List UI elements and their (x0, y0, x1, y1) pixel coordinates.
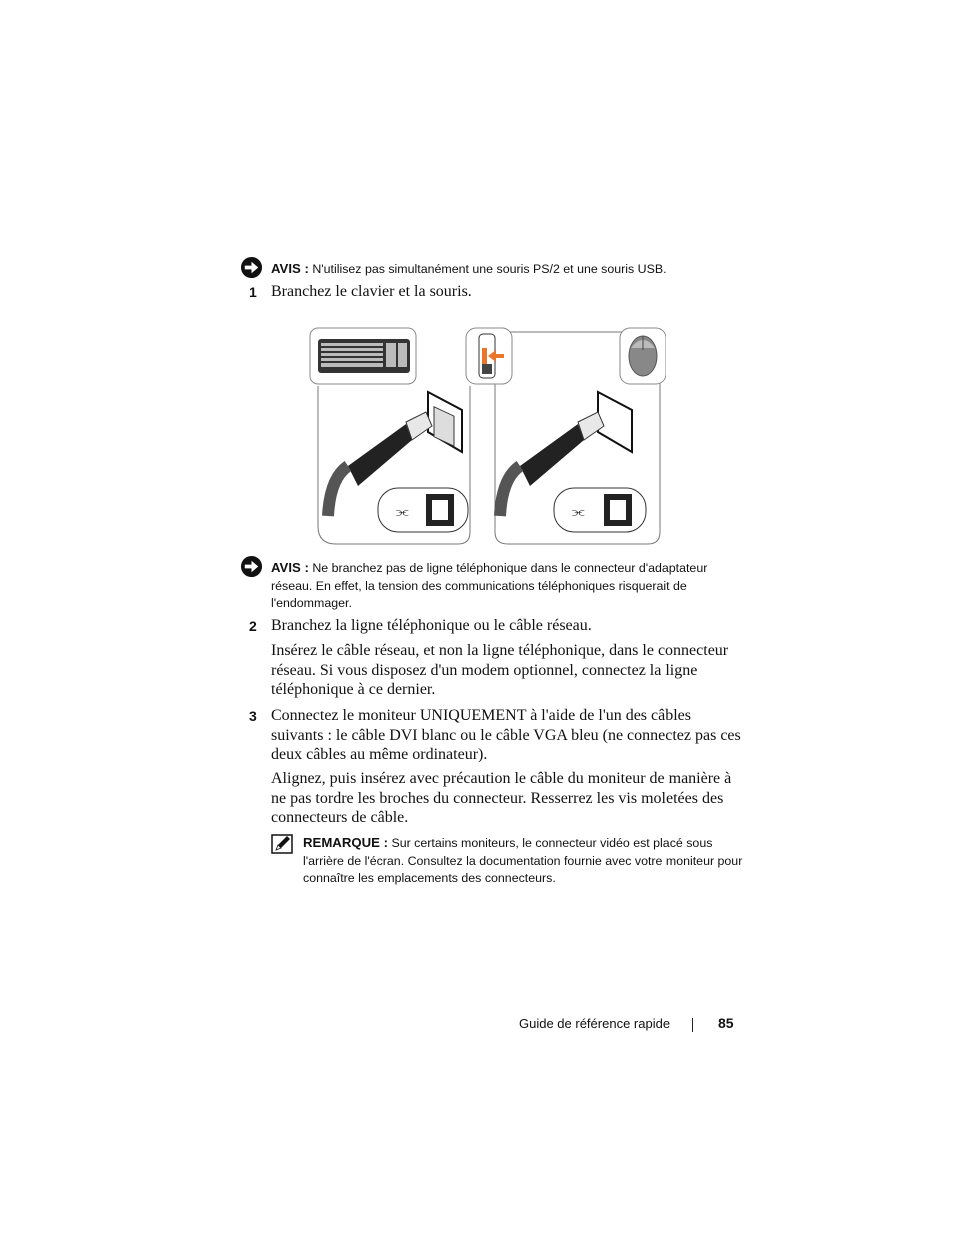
usb-connector-right (500, 392, 646, 532)
remark-label: REMARQUE : (303, 835, 388, 850)
step-2-number: 2 (249, 618, 257, 634)
notice-arrow-icon-2 (240, 555, 263, 578)
notice-2 (271, 559, 731, 613)
port-highlight-icon (466, 328, 512, 384)
footer-title: Guide de référence rapide (519, 1016, 671, 1031)
svg-text:⫘: ⫘ (396, 504, 409, 520)
step-3-text: Connectez le moniteur UNIQUEMENT à l'aide de l'un des câbles suivants : le câble DVI blanc ou le câble VGA bleu (ne connectez pas ces deux câbles au même ordinateur). (271, 707, 741, 763)
notice-arrow-icon (240, 256, 263, 279)
remark (303, 834, 743, 888)
keyboard-icon (310, 328, 416, 384)
step-2-text: Branchez la ligne téléphonique ou le câble réseau. (271, 617, 592, 634)
notice-2-text: Ne branchez pas de ligne téléphonique dans le connecteur d'adaptateur réseau. En effet, la tension des communications téléphoniques risquerait de l'endommager. (271, 561, 708, 610)
step-3-detail: Alignez, puis insérez avec précaution le câble du moniteur de manière à ne pas tordre les broches du connecteur. Resserrez les vis moletées des connecteurs de câble. (271, 770, 732, 826)
notice-1 (271, 260, 731, 279)
notice-2-label: AVIS : (271, 560, 309, 575)
step-3-number: 3 (249, 708, 257, 724)
mouse-icon (620, 328, 666, 384)
footer-separator (692, 1018, 693, 1032)
svg-text:⫘: ⫘ (572, 504, 585, 520)
notice-1-label: AVIS : (271, 261, 309, 276)
usb-connector-left (328, 392, 468, 532)
keyboard-mouse-usb-illustration (308, 326, 666, 548)
step-1-number: 1 (249, 284, 257, 300)
notice-1-text: N'utilisez pas simultanément une souris PS/2 et une souris USB. (312, 262, 667, 276)
step-2-detail: Insérez le câble réseau, et non la ligne téléphonique, dans le connecteur réseau. Si vous disposez d'un modem optionnel, connectez la ligne téléphonique à ce dernier. (271, 642, 729, 698)
step-1-text: Branchez le clavier et la souris. (271, 283, 472, 300)
pencil-note-icon (271, 834, 293, 854)
page-number: 85 (718, 1015, 734, 1031)
remark-text: Sur certains moniteurs, le connecteur vidéo est placé sous l'arrière de l'écran. Consultez la documentation fournie avec votre moniteur pour connaître les emplacements des connecteurs. (303, 836, 743, 885)
